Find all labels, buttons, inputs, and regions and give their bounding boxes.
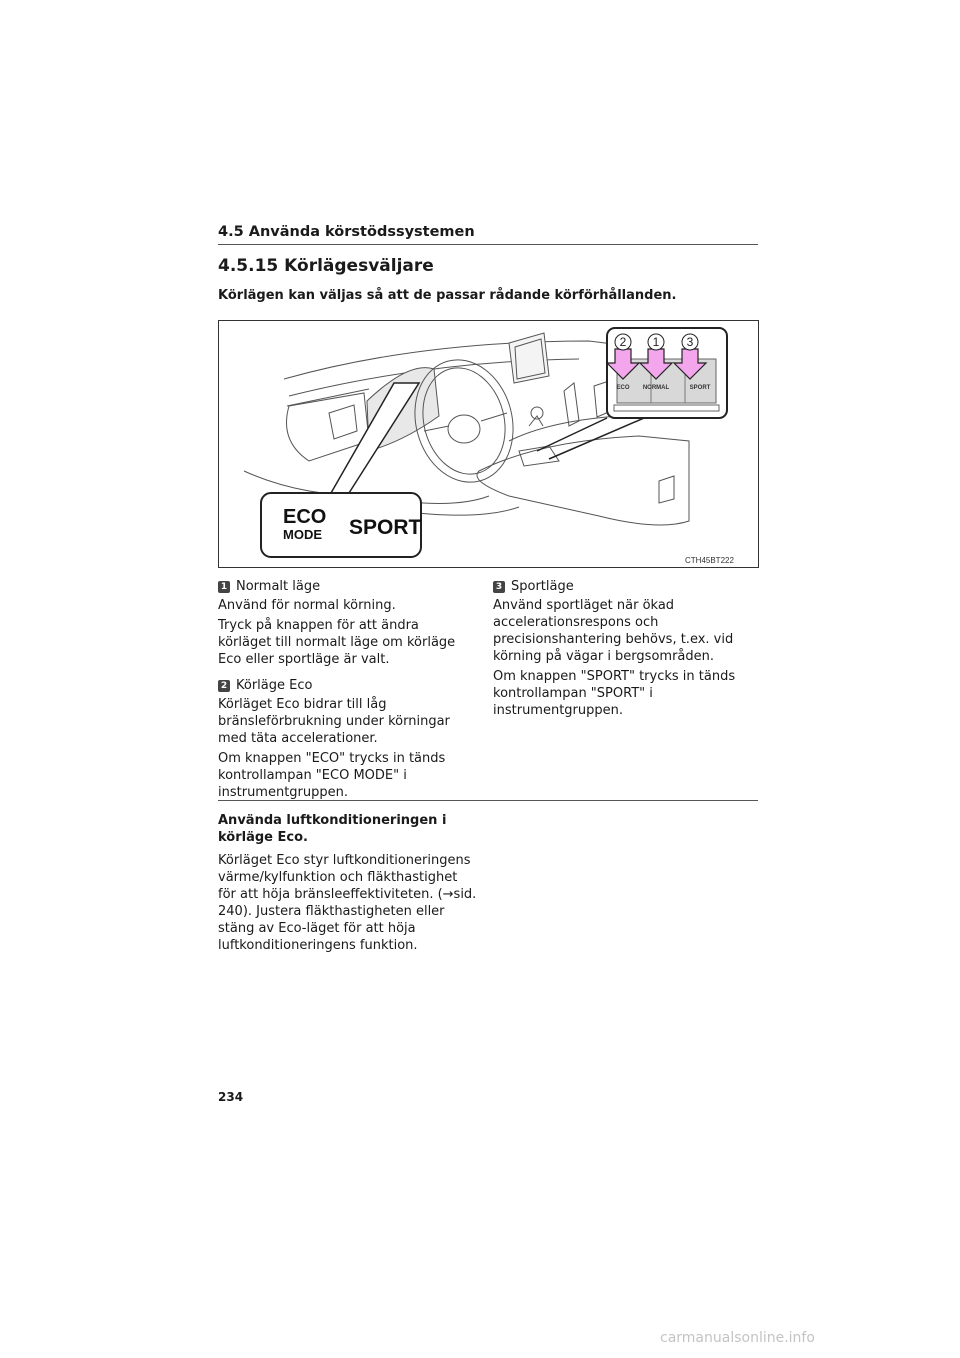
item-number: 2 — [218, 680, 230, 692]
item-title: Sportläge — [511, 579, 574, 594]
item-paragraph: Om knappen "SPORT" trycks in tänds kontrollampan "SPORT" i instrumentgruppen. — [493, 669, 736, 718]
item-paragraph: Körläget Eco bidrar till låg bränsleförbrukning under körningar med täta accelerationer. — [218, 697, 450, 746]
item-paragraph: Använd för normal körning. — [218, 598, 396, 613]
eco-button-label: ECO — [616, 385, 630, 391]
item-heading-normal — [218, 578, 470, 595]
item-heading-sport — [493, 578, 743, 595]
watermark: carmanualsonline.info — [660, 1330, 815, 1346]
item-number: 1 — [218, 581, 230, 593]
item-number: 3 — [493, 581, 505, 593]
intro-text: Körlägen kan väljas så att de passar rådande körförhållanden. — [218, 288, 677, 303]
page-title: 4.5.15 Körlägesväljare — [218, 256, 434, 276]
subsection-heading: Använda luftkonditioneringen i körläge Eco. — [218, 813, 447, 845]
section-divider — [218, 800, 758, 801]
item-paragraph: Om knappen "ECO" trycks in tänds kontrollampan "ECO MODE" i instrumentgruppen. — [218, 751, 446, 800]
dashboard-drawing — [219, 321, 758, 567]
page-number: 234 — [218, 1090, 244, 1104]
left-column — [218, 578, 470, 804]
callout-number: 1 — [652, 335, 660, 349]
figure-code: CTH45BT222 — [685, 556, 734, 565]
item-paragraph: Använd sportläget när ökad accelerationsrespons och precisionshantering behövs, t.ex. vid körning på vägar i bergsområden. — [493, 598, 734, 664]
callout-number: 2 — [619, 335, 627, 349]
item-paragraph: Tryck på knappen för att ändra körläget till normalt läge om körläge Eco eller sportläge är valt. — [218, 618, 456, 667]
eco-mode-indicator-line2: MODE — [283, 527, 322, 542]
item-title: Körläge Eco — [236, 678, 313, 693]
eco-mode-indicator-line1: ECO — [283, 506, 327, 528]
callout-number: 3 — [686, 335, 694, 349]
right-column — [493, 578, 743, 722]
subsection-body: Körläget Eco styr luftkonditioneringens värme/kylfunktion och fläkthastighet för att höja bränsleeffektiviteten. (→sid. 240). Justera fläkthastigheten eller stäng av Eco-läget för att höja luftkonditioneringens funktion. — [218, 853, 477, 953]
section-header: 4.5 Använda körstödssystemen — [218, 224, 475, 240]
sport-button-label: SPORT — [689, 385, 711, 391]
sport-indicator: SPORT — [349, 516, 422, 539]
item-heading-eco — [218, 677, 470, 694]
normal-button-label: NORMAL — [642, 385, 670, 391]
dashboard-illustration — [218, 320, 759, 568]
item-title: Normalt läge — [236, 579, 321, 594]
section-divider — [218, 244, 758, 245]
